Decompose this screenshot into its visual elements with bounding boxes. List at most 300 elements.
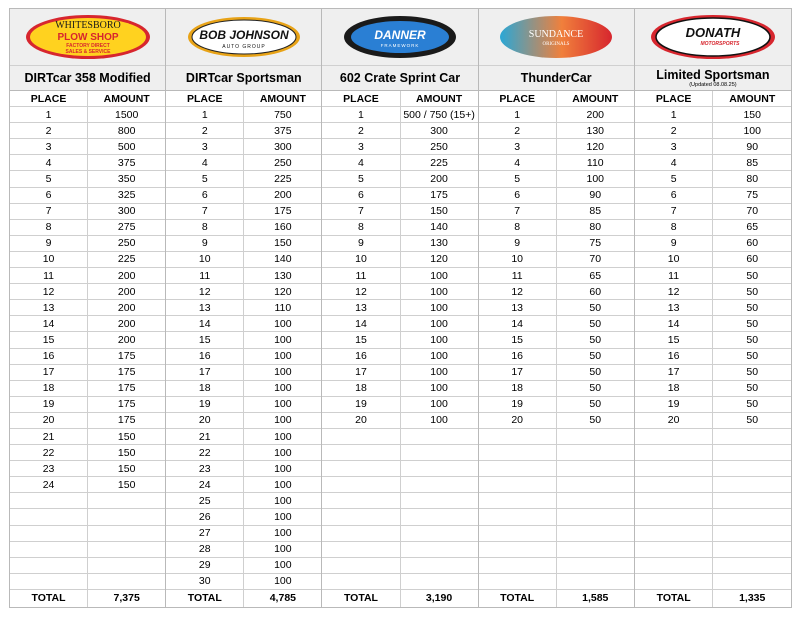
class-column-limited-sportsman [635,9,791,607]
table-row-empty [479,445,634,461]
place-cell [479,477,557,492]
payout-sheet [9,8,792,612]
amount-cell: 50 [746,350,759,363]
sundance-line2: ORIGINALS [542,42,570,47]
table-row [479,397,634,413]
table-row-empty [479,542,634,558]
column-header-row [479,91,634,107]
amount-cell: 225 [274,173,292,186]
table-row [10,188,165,204]
amount-cell: 110 [274,301,292,314]
table-row [479,268,634,284]
table-row [10,123,165,139]
class-title-text: DIRTcar Sportsman [185,70,302,85]
amount-cell [557,477,634,492]
place-cell: 1 [322,107,400,122]
table-row-empty [479,526,634,542]
place-cell: 24 [10,477,88,492]
table-row [635,188,791,204]
table-row [322,397,477,413]
sponsor-logo-bob-johnson [166,9,321,66]
table-row [322,123,477,139]
whitesboro-line2: PLOW SHOP [57,32,119,43]
class-title-text: DIRTcar 358 Modified [24,70,151,85]
payout-rows [635,91,791,607]
amount-cell [401,574,478,589]
table-row [10,316,165,332]
table-row [635,252,791,268]
place-cell [635,574,714,589]
class-title [635,66,791,91]
table-row [322,236,477,252]
amount-cell: 225 [430,156,448,169]
place-cell: 2 [479,123,557,138]
amount-cell: 120 [274,285,292,298]
place-cell [10,574,88,589]
place-cell: 11 [10,268,88,283]
place-cell: 2 [635,123,714,138]
table-row-empty [635,461,791,477]
table-row [10,413,165,429]
table-row-empty [322,445,477,461]
place-cell: 7 [10,204,88,219]
amount-cell: 200 [117,333,136,346]
amount-cell [401,429,478,444]
table-row [166,349,321,365]
amount-cell: 175 [274,205,292,218]
place-cell: 10 [10,252,88,267]
place-cell [322,445,400,460]
amount-cell: 100 [430,317,448,330]
place-cell [479,445,557,460]
place-cell [322,493,400,508]
amount-cell: 7,375 [113,592,140,605]
table-row [166,332,321,348]
place-cell: 16 [635,349,714,364]
place-cell [635,445,714,460]
amount-cell: 100 [274,382,292,395]
place-cell: 13 [166,300,244,315]
amount-cell [713,477,791,492]
table-row [635,155,791,171]
table-row [322,332,477,348]
place-cell: 22 [166,445,244,460]
table-row [10,429,165,445]
amount-cell [713,574,791,589]
place-cell: 9 [322,236,400,251]
payout-grid [9,8,792,608]
amount-cell: 110 [586,156,604,169]
place-cell [10,526,88,541]
amount-cell: 50 [589,350,602,363]
table-row [10,300,165,316]
sundance-line1: SUNDANCE [528,29,584,40]
amount-cell: 200 [117,269,136,282]
table-row [10,332,165,348]
class-title [166,66,321,91]
amount-cell: 150 [117,430,136,443]
place-cell [322,477,400,492]
donath-logo-graphic [648,13,778,61]
place-cell: 3 [479,139,557,154]
table-row [10,284,165,300]
place-cell: 2 [322,123,400,138]
place-cell: 15 [635,332,714,347]
table-row [635,413,791,429]
table-row-empty [322,493,477,509]
whitesboro-line1: WHITESBORO [54,20,121,31]
place-cell [635,461,714,476]
place-cell: 4 [166,155,244,170]
place-cell: 16 [10,349,88,364]
amount-cell: 50 [746,317,759,330]
table-row [10,139,165,155]
place-cell: 17 [479,365,557,380]
place-cell: 18 [635,381,714,396]
place-cell: 27 [166,526,244,541]
table-row [322,107,477,123]
amount-cell [401,445,478,460]
class-column-crate-sprint [322,9,478,607]
amount-cell: 90 [589,189,602,202]
total-row [322,590,477,607]
place-cell: 9 [479,236,557,251]
total-row [10,590,165,607]
place-cell [479,429,557,444]
table-row [479,284,634,300]
table-row [635,236,791,252]
amount-cell: 90 [746,140,759,153]
amount-cell: 100 [274,398,292,411]
amount-cell: 100 [430,301,448,314]
amount-cell [401,542,478,557]
place-cell: 16 [479,349,557,364]
place-cell [635,477,714,492]
total-row [479,590,634,607]
table-row [166,316,321,332]
class-column-358-modified [10,9,166,607]
place-cell: 18 [479,381,557,396]
place-cell: 11 [635,268,714,283]
donath-line1: DONATH [685,25,741,40]
amount-cell: 160 [274,221,292,234]
table-row-empty [10,558,165,574]
place-cell [635,526,714,541]
amount-cell: 50 [589,301,602,314]
place-cell: 8 [10,220,88,235]
amount-cell: AMOUNT [103,92,150,105]
place-cell: 16 [322,349,400,364]
sponsor-logo-donath [635,9,791,66]
place-cell: 11 [479,268,557,283]
table-row [166,445,321,461]
table-row [10,349,165,365]
table-row-empty [635,542,791,558]
place-cell: PLACE [479,91,557,106]
table-row [479,252,634,268]
place-cell: 5 [166,171,244,186]
amount-cell: 200 [274,189,292,202]
place-cell: 14 [322,316,400,331]
place-cell: 7 [479,204,557,219]
place-cell: 19 [166,397,244,412]
class-title-text: 602 Crate Sprint Car [339,70,461,85]
table-row [322,284,477,300]
table-row [10,236,165,252]
place-cell: 15 [10,332,88,347]
payout-rows [10,91,165,607]
amount-cell [88,509,165,524]
amount-cell [557,526,634,541]
table-row [322,316,477,332]
table-row [322,365,477,381]
place-cell: 23 [10,461,88,476]
place-cell: 24 [166,477,244,492]
danner-logo-graphic [340,14,460,60]
amount-cell: 150 [274,237,292,250]
place-cell [322,526,400,541]
place-cell: 26 [166,509,244,524]
amount-cell: 175 [117,414,136,427]
amount-cell: 100 [274,350,292,363]
amount-cell [713,526,791,541]
place-cell: 7 [322,204,400,219]
amount-cell: 200 [117,285,136,298]
place-cell: 18 [10,381,88,396]
amount-cell: AMOUNT [259,92,306,105]
table-row [166,526,321,542]
table-row [635,123,791,139]
amount-cell: 100 [274,527,292,540]
place-cell: 14 [10,316,88,331]
table-row [322,300,477,316]
place-cell: 25 [166,493,244,508]
amount-cell: 4,785 [269,592,296,605]
table-row [166,477,321,493]
amount-cell: 200 [117,301,136,314]
table-row [10,445,165,461]
place-cell [322,574,400,589]
place-cell: 3 [635,139,714,154]
amount-cell: AMOUNT [572,92,619,105]
amount-cell: 800 [117,124,136,137]
place-cell [479,574,557,589]
place-cell: 1 [479,107,557,122]
table-row [166,107,321,123]
table-row [479,365,634,381]
amount-cell: 60 [746,237,759,250]
table-row-empty [479,493,634,509]
amount-cell [713,509,791,524]
table-row [322,413,477,429]
amount-cell: 750 [274,108,292,121]
table-row-empty [479,574,634,590]
place-cell [322,558,400,573]
place-cell: PLACE [10,91,88,106]
table-row [166,381,321,397]
payout-rows [166,91,321,607]
amount-cell: 50 [589,414,602,427]
total-row [635,590,791,607]
class-column-thundercar [479,9,635,607]
table-row [10,268,165,284]
place-cell: 5 [479,171,557,186]
table-row [479,236,634,252]
place-cell: 5 [322,171,400,186]
amount-cell: 100 [274,543,292,556]
amount-cell [557,574,634,589]
amount-cell: 200 [586,108,605,121]
table-row-empty [322,509,477,525]
place-cell [10,542,88,557]
place-cell: 20 [635,413,714,428]
place-cell: 14 [166,316,244,331]
table-row [635,332,791,348]
place-cell: TOTAL [166,590,244,607]
place-cell: 29 [166,558,244,573]
place-cell: 8 [322,220,400,235]
amount-cell: 50 [746,269,759,282]
danner-line1: DANNER [374,28,426,42]
amount-cell: 300 [430,124,448,137]
place-cell: 13 [10,300,88,315]
place-cell: 2 [10,123,88,138]
table-row [479,204,634,220]
table-row [166,139,321,155]
amount-cell: 100 [430,398,448,411]
amount-cell: 100 [274,510,292,523]
table-row [322,381,477,397]
column-header-row [322,91,477,107]
table-row [10,204,165,220]
amount-cell: 250 [117,237,136,250]
amount-cell: 120 [430,253,448,266]
place-cell: 19 [635,397,714,412]
amount-cell: 120 [586,140,605,153]
place-cell [322,542,400,557]
place-cell: 19 [322,397,400,412]
amount-cell: 130 [586,124,605,137]
table-row [479,349,634,365]
amount-cell [401,493,478,508]
table-row [635,349,791,365]
table-row [166,123,321,139]
table-row [322,188,477,204]
place-cell: 4 [479,155,557,170]
amount-cell: 150 [117,462,136,475]
table-row [479,139,634,155]
place-cell [10,558,88,573]
place-cell [635,429,714,444]
table-row-empty [635,574,791,590]
amount-cell [401,526,478,541]
amount-cell: 200 [117,317,136,330]
amount-cell [88,542,165,557]
table-row [166,509,321,525]
amount-cell: 50 [746,414,759,427]
table-row-empty [479,461,634,477]
place-cell [479,558,557,573]
amount-cell [557,429,634,444]
table-row [635,381,791,397]
table-row [635,397,791,413]
place-cell: 10 [166,252,244,267]
amount-cell: 500 / 750 (15+) [403,108,475,121]
sponsor-logo-danner [322,9,477,66]
table-row-empty [635,526,791,542]
place-cell [635,542,714,557]
place-cell [322,509,400,524]
amount-cell: 275 [117,221,136,234]
place-cell: PLACE [322,91,400,106]
amount-cell: 50 [746,301,759,314]
table-row [479,413,634,429]
amount-cell: 50 [589,333,602,346]
place-cell: 12 [635,284,714,299]
amount-cell [557,542,634,557]
place-cell: PLACE [166,91,244,106]
amount-cell [88,526,165,541]
place-cell: 28 [166,542,244,557]
amount-cell: 100 [274,478,292,491]
table-row [322,349,477,365]
sponsor-logo-sundance [479,9,634,66]
amount-cell: 100 [274,430,292,443]
place-cell: TOTAL [635,590,714,607]
place-cell: 20 [479,413,557,428]
amount-cell: 80 [746,173,759,186]
amount-cell: 175 [117,398,136,411]
amount-cell: 375 [117,156,136,169]
place-cell: 13 [635,300,714,315]
place-cell: 11 [322,268,400,283]
table-row [635,268,791,284]
table-row-empty [635,493,791,509]
amount-cell: 375 [274,124,292,137]
amount-cell [557,493,634,508]
table-row-empty [479,477,634,493]
table-row [479,123,634,139]
place-cell: 12 [479,284,557,299]
place-cell [479,493,557,508]
place-cell: 9 [10,236,88,251]
table-row [635,204,791,220]
table-row [10,397,165,413]
table-row [635,139,791,155]
amount-cell: 130 [430,237,448,250]
place-cell: 18 [322,381,400,396]
bob-johnson-line1: BOB JOHNSON [199,28,289,42]
amount-cell: 65 [589,269,602,282]
place-cell: 10 [322,252,400,267]
place-cell: 6 [10,188,88,203]
table-row [10,171,165,187]
table-row-empty [322,477,477,493]
place-cell: 6 [166,188,244,203]
table-row [166,397,321,413]
class-title [322,66,477,91]
amount-cell: 100 [430,366,448,379]
donath-line2: MOTORSPORTS [700,41,740,47]
place-cell: 19 [10,397,88,412]
place-cell [322,429,400,444]
place-cell: 6 [479,188,557,203]
amount-cell: 1,585 [582,592,609,605]
place-cell: 20 [166,413,244,428]
table-row [635,284,791,300]
place-cell: 2 [166,123,244,138]
place-cell [479,509,557,524]
